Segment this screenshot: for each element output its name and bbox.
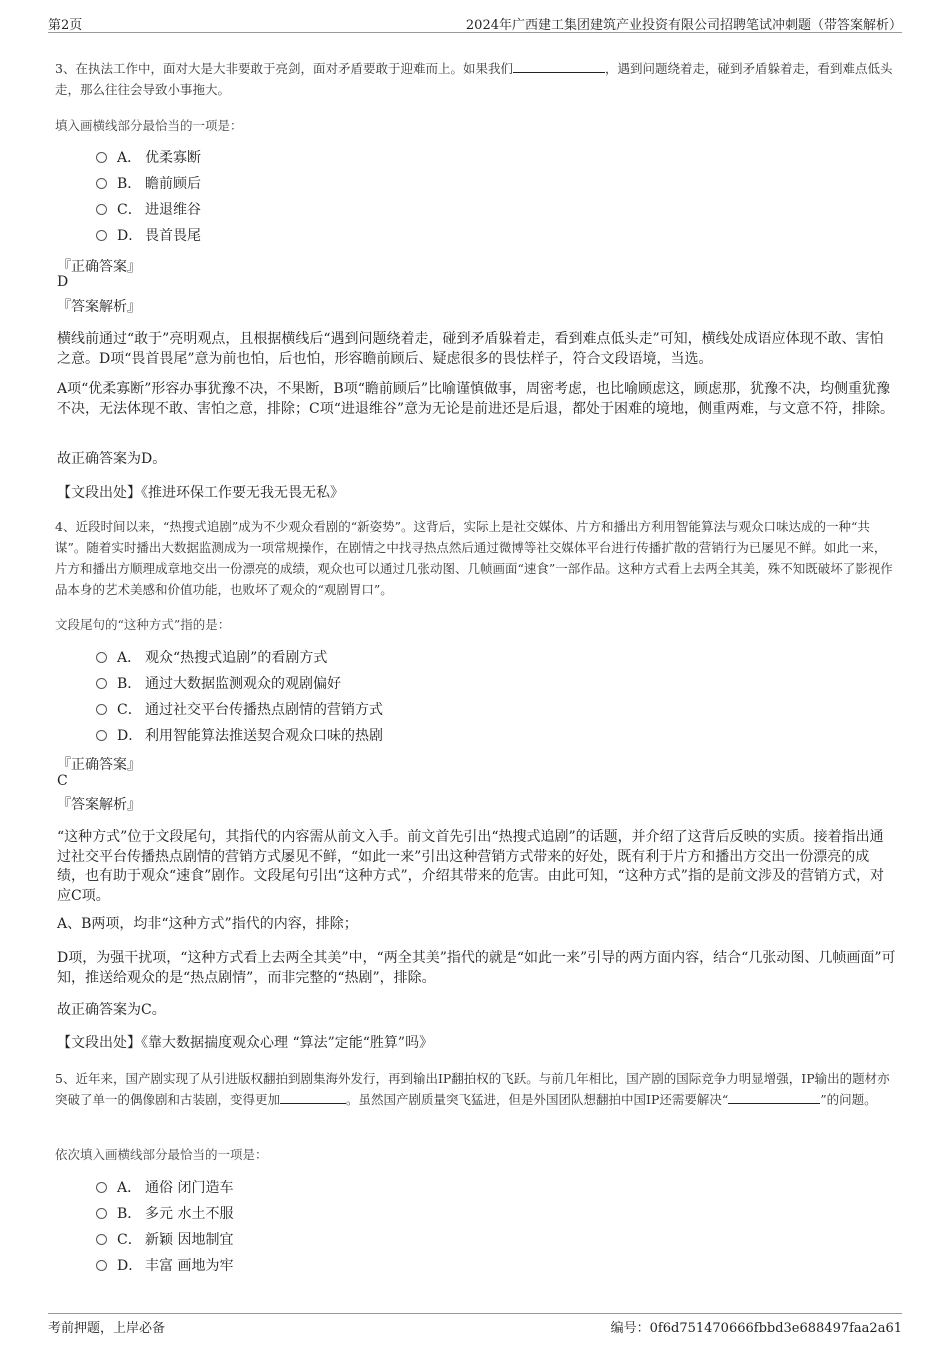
radio-icon[interactable] [96,1234,107,1245]
analysis-paragraph: D项，为强干扰项，“这种方式看上去两全其美”中，“两全其美”指代的就是“如此一来”引导的两方面内容，结合“几张动图、几帧画面”可知，推送给观众的是“热点剧情”，而非完整的“热剧”，排除。 [57,950,896,986]
correct-answer: C [57,773,68,789]
q4-option-b[interactable]: B． 通过大数据监测观众的观剧偏好 [96,674,341,694]
analysis-paragraph: “这种方式”位于文段尾句，其指代的内容需从前文入手。前文首先引出“热搜式追剧”的话题，并介绍了这背后反映的实质。接着指出通过社交平台传播热点剧情的营销方式屡见不鲜，“如此一来”引出这种营销方式带来的好处，既有利于片方和播出方交出一份漂亮的成绩，也有助于观众“速食”剧作。文段尾句引出“这种方式”，介绍其带来的危害。由此可知，“这种方式”指的是前文涉及的营销方式，对应C项。 [57,829,884,904]
radio-icon[interactable] [96,1182,107,1193]
q4-option-c[interactable]: C． 通过社交平台传播热点剧情的营销方式 [96,700,383,720]
analysis-label: 『答案解析』 [57,299,141,315]
analysis-paragraph: 横线前通过“敢于”亮明观点，且根据横线后“遇到问题绕着走，碰到矛盾躲着走，看到难点低头走”可知，横线处成语应体现不敢、害怕之意。D项“畏首畏尾”意为前也怕，后也怕，形容瞻前顾后、疑虑很多的畏怯样子，符合文段语境，当选。 [57,331,884,367]
analysis-paragraph: A项“优柔寡断”形容办事犹豫不决，不果断，B项“瞻前顾后”比喻谨慎做事，周密考虑，也比喻顾虑这，顾虑那，犹豫不决，均侧重犹豫不决，无法体现不敢、害怕之意，排除；C项“进退维谷”意为无论是前进还是后退，都处于困难的境地，侧重两难，与文意不符，排除。 [57,381,895,417]
q4-option-a[interactable]: A． 观众“热搜式追剧”的看剧方式 [96,648,327,668]
radio-icon[interactable] [96,178,107,189]
q5-option-b[interactable]: B． 多元 水土不服 [96,1204,233,1224]
answer-blank [728,1090,820,1104]
answer-blank [280,1090,346,1104]
question-4-prompt: 文段尾句的“这种方式”指的是： [55,617,231,632]
radio-icon[interactable] [96,204,107,215]
q4-option-d[interactable]: D． 利用智能算法推送契合观众口味的热剧 [96,726,383,746]
analysis-conclusion: 故正确答案为D。 [57,451,167,467]
question-5-stem: 5、近年来，国产剧实现了从引进版权翻拍到剧集海外发行，再到输出IP翻拍权的飞跃。与前几年相比，国产剧的国际竞争力明显增强，IP输出的题材亦突破了单一的偶像剧和古装剧，变得更加 。虽然国产剧质量突飞猛进，但是外国团队想翻拍中国IP还需要解决“ ”的问题。 [55,1071,890,1107]
question-3-prompt: 填入画横线部分最恰当的一项是： [55,118,243,133]
q5-option-c[interactable]: C． 新颖 因地制宜 [96,1230,233,1250]
q3-option-c[interactable]: C． 进退维谷 [96,200,201,220]
radio-icon[interactable] [96,730,107,741]
q5-option-d[interactable]: D． 丰富 画地为牢 [96,1256,233,1276]
footer-slogan: 考前押题，上岸必备 [48,1321,166,1336]
document-code: 编号：0f6d751470666fbbd3e688497faa2a61 [610,1321,902,1336]
radio-icon[interactable] [96,678,107,689]
answer-blank [513,59,605,73]
source-citation: 【文段出处】《靠大数据揣度观众心理 “算法”定能“胜算”吗》 [57,1035,434,1051]
q3-option-b[interactable]: B． 瞻前顾后 [96,174,201,194]
radio-icon[interactable] [96,230,107,241]
radio-icon[interactable] [96,704,107,715]
correct-answer-label: 『正确答案』 [57,757,141,773]
analysis-label: 『答案解析』 [57,797,141,813]
radio-icon[interactable] [96,652,107,663]
source-citation: 【文段出处】《推进环保工作要无我无畏无私》 [57,485,344,501]
q5-option-a[interactable]: A． 通俗 闭门造车 [96,1178,233,1198]
q3-option-d[interactable]: D． 畏首畏尾 [96,226,201,246]
analysis-conclusion: 故正确答案为C。 [57,1002,166,1018]
document-title: 2024年广西建工集团建筑产业投资有限公司招聘笔试冲刺题（带答案解析） [465,18,902,33]
radio-icon[interactable] [96,1208,107,1219]
question-5-prompt: 依次填入画横线部分最恰当的一项是： [55,1147,268,1162]
correct-answer-label: 『正确答案』 [57,259,141,275]
analysis-paragraph: A、B两项，均非“这种方式”指代的内容，排除； [57,916,358,932]
radio-icon[interactable] [96,152,107,163]
page-number: 第2页 [48,18,83,33]
q3-option-a[interactable]: A． 优柔寡断 [96,148,201,168]
correct-answer: D [57,274,69,290]
radio-icon[interactable] [96,1260,107,1271]
page-footer [48,1313,902,1336]
question-4-stem: 4、近段时间以来，“热搜式追剧”成为不少观众看剧的“新姿势”。这背后，实际上是社交媒体、片方和播出方利用智能算法与观众口味达成的一种“共谋”。随着实时播出大数据监测成为一项常规操作，在剧情之中找寻热点然后通过微博等社交媒体平台进行传播扩散的营销行为已屡见不鲜。如此一来，片方和播出方顺理成章地交出一份漂亮的成绩，观众也可以通过几张动图、几帧画面“速食”一部作品。这种方式看上去两全其美，殊不知既破坏了影视作品本身的艺术美感和价值功能，也败坏了观众的“观剧胃口”。 [55,519,893,597]
page-header [48,12,902,33]
question-3-stem: 3、在执法工作中，面对大是大非要敢于亮剑，面对矛盾要敢于迎难而上。如果我们 ，遇到问题绕着走，碰到矛盾躲着走，看到难点低头走，那么往往会导致小事拖大。 [55,61,893,97]
